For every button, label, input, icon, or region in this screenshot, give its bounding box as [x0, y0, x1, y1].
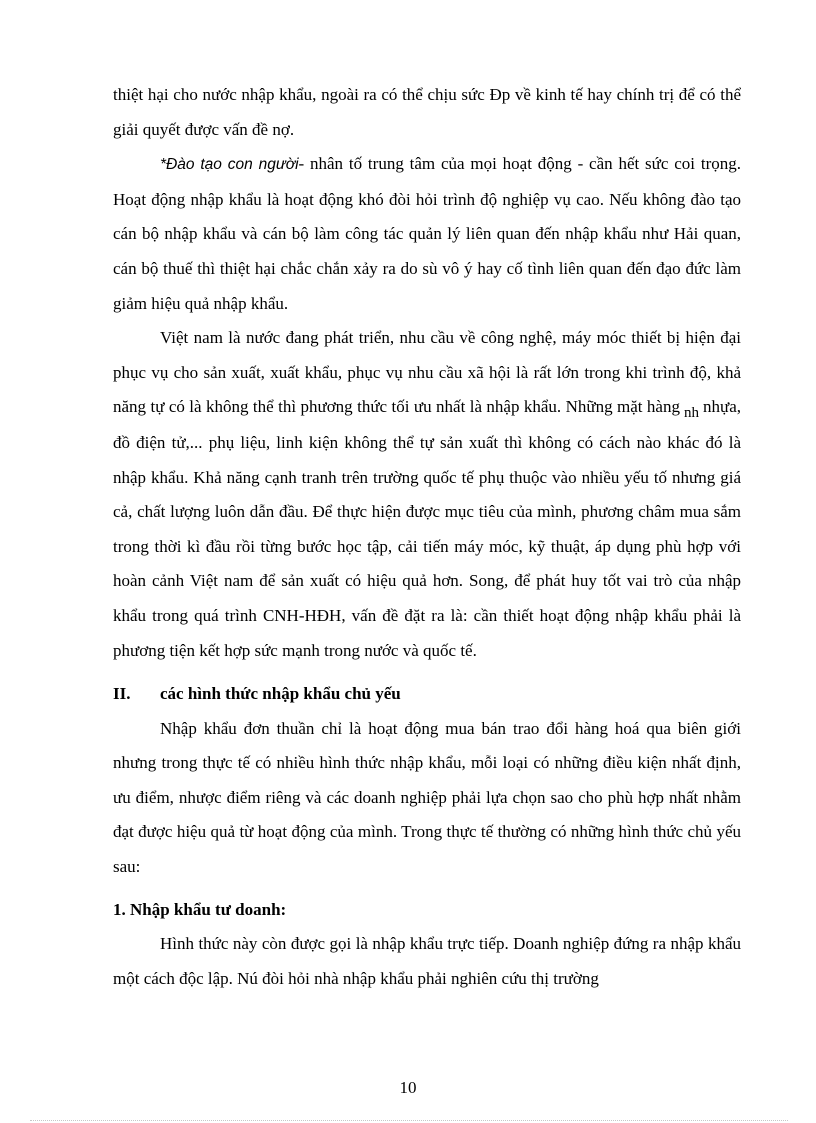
paragraph-vietnam-imports — [113, 321, 741, 668]
vietnam-text-after: nhựa, đồ điện tử,... phụ liệu, linh kiện không thể tự sản xuất thì không có cách nào khác đó là nhập khẩu. Khả năng cạnh tranh trên trường quốc tế phụ thuộc vào nhiều yếu tố nhưng giá cả, chất lượng luôn dẫn đầu. Để thực hiện được mục tiêu của mình, phương châm mua sắm trong thời kì đầu rồi từng bước học tập, cải tiến máy móc, kỹ thuật, áp dụng phù hợp với hoàn cảnh Việt nam để sản xuất có hiệu quả hơn. Song, để phát huy tốt vai trò của nhập khẩu trong quá trình CNH-HĐH, vấn đề đặt ra là: cần thiết hoạt động nhập khẩu phải là phương tiện kết hợp sức mạnh trong nước và quốc tế. — [113, 397, 741, 660]
page-bottom-divider — [30, 1120, 788, 1121]
paragraph-import-forms: Nhập khẩu đơn thuần chỉ là hoạt động mua bán trao đổi hàng hoá qua biên giới nhưng trong thực tế có nhiều hình thức nhập khẩu, mỗi loại có những điều kiện nhất định, ưu điểm, nhược điểm riêng và các doanh nghiệp phải lựa chọn sao cho phù hợp nhất nhằm đạt được hiệu quả từ hoạt động của mình. Trong thực tế thường có những hình thức chủ yếu sau: — [113, 718, 741, 877]
section-heading — [113, 677, 741, 712]
training-emphasis: *Đào tạo con người — [160, 156, 299, 174]
paragraph-direct-import: Hình thức này còn được gọi là nhập khẩu trực tiếp. Doanh nghiệp đứng ra nhập khẩu một cách độc lập. Nú đòi hỏi nhà nhập khẩu phải nghiên cứu thị trường — [113, 934, 741, 988]
vietnam-text-before: Việt nam là nước đang phát triển, nhu cầu về công nghệ, máy móc thiết bị hiện đại phục vụ cho sản xuất, xuất khẩu, phục vụ nhu cầu xã hội là rất lớn trong khi trình độ, khả năng tự có là không thể thì phương thức tối ưu nhất là nhập khẩu. Những mặt hàng — [113, 328, 741, 417]
paragraph-training — [113, 147, 741, 321]
section-title: các hình thức nhập khẩu chủ yếu — [160, 684, 401, 704]
training-text: - nhân tố trung tâm của mọi hoạt động - cần hết sức coi trọng. Hoạt động nhập khẩu là hoạt động khó đòi hỏi trình độ nghiệp vụ cao. Nếu không đào tạo cán bộ nhập khẩu và cán bộ làm công tác quản lý liên quan đến nhập khẩu như Hải quan, cán bộ thuế thì thiệt hại chắc chắn xảy ra do sù vô ý hay cố tình liên quan đến đạo đức làm giảm hiệu quả nhập khẩu. — [113, 154, 741, 313]
subsection-heading: 1. Nhập khẩu tư doanh: — [113, 899, 287, 919]
paragraph-damage-debt: thiệt hại cho nước nhập khẩu, ngoài ra có thể chịu sức Đp về kinh tế hay chính trị để có thể giải quyết được vấn đề nợ. — [113, 85, 741, 139]
page-number: 10 — [399, 1078, 417, 1097]
document-body — [113, 78, 741, 996]
stray-fragment: nh — [683, 405, 699, 422]
section-number: II. — [113, 684, 131, 704]
